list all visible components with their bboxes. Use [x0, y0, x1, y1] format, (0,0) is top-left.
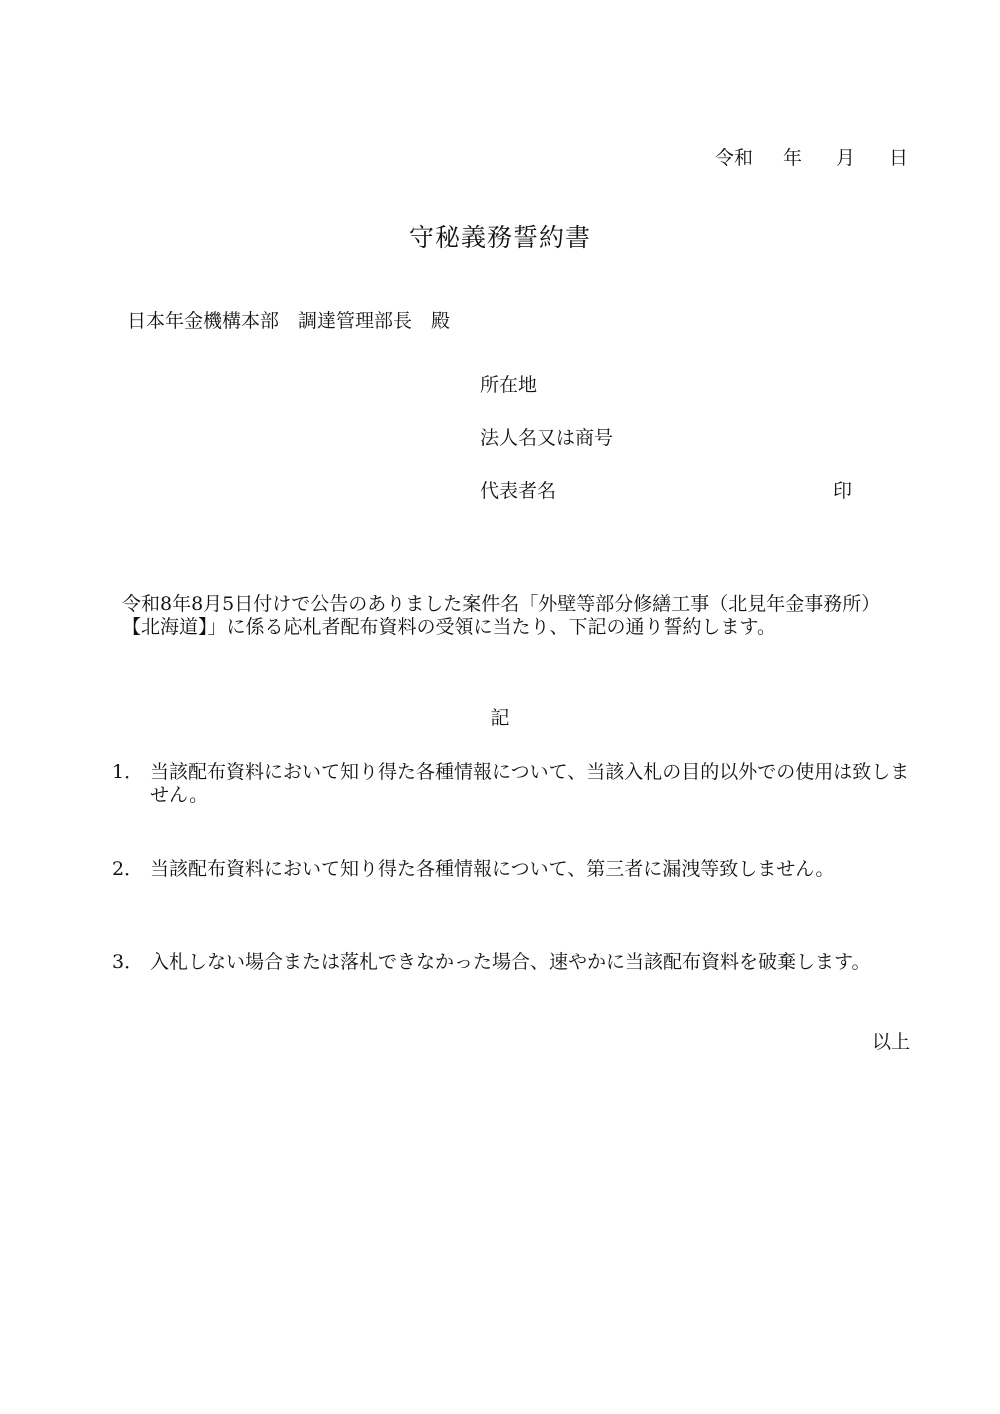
pledge-item-number: 3． — [112, 951, 144, 973]
sender-corp-label: 法人名又は商号 — [480, 427, 614, 449]
pledge-item — [112, 951, 912, 974]
seal-mark: 印 — [833, 480, 853, 502]
sender-rep-label: 代表者名 — [480, 480, 557, 502]
addressee: 日本年金機構本部 調達管理部長 殿 — [127, 310, 451, 332]
date-day: 日 — [888, 147, 908, 169]
ki-heading: 記 — [490, 707, 510, 729]
pledge-item — [112, 761, 912, 807]
pledge-item — [112, 858, 912, 881]
pledge-item-number: 1． — [112, 761, 144, 783]
date-line — [715, 143, 908, 170]
pledge-item-text: 入札しない場合または落札できなかった場合、速やかに当該配布資料を破棄します。 — [150, 951, 871, 973]
date-era: 令和 — [714, 147, 753, 169]
intro-paragraph: 令和8年8月5日付けで公告のありました案件名「外壁等部分修繕工事（北見年金事務所）【北海道】」に係る応札者配布資料の受領に当たり、下記の通り誓約します。 — [122, 593, 881, 638]
pledge-item-text: 当該配布資料において知り得た各種情報について、当該入札の目的以外での使用は致しません。 — [150, 761, 910, 806]
pledge-item-number: 2． — [112, 858, 144, 880]
date-month: 月 — [835, 147, 855, 169]
pledge-item-text: 当該配布資料において知り得た各種情報について、第三者に漏洩等致しません。 — [150, 858, 835, 880]
document-title: 守秘義務誓約書 — [408, 223, 591, 252]
sender-address-label: 所在地 — [480, 374, 538, 396]
date-year: 年 — [782, 147, 802, 169]
closing-text: 以上 — [871, 1031, 910, 1053]
